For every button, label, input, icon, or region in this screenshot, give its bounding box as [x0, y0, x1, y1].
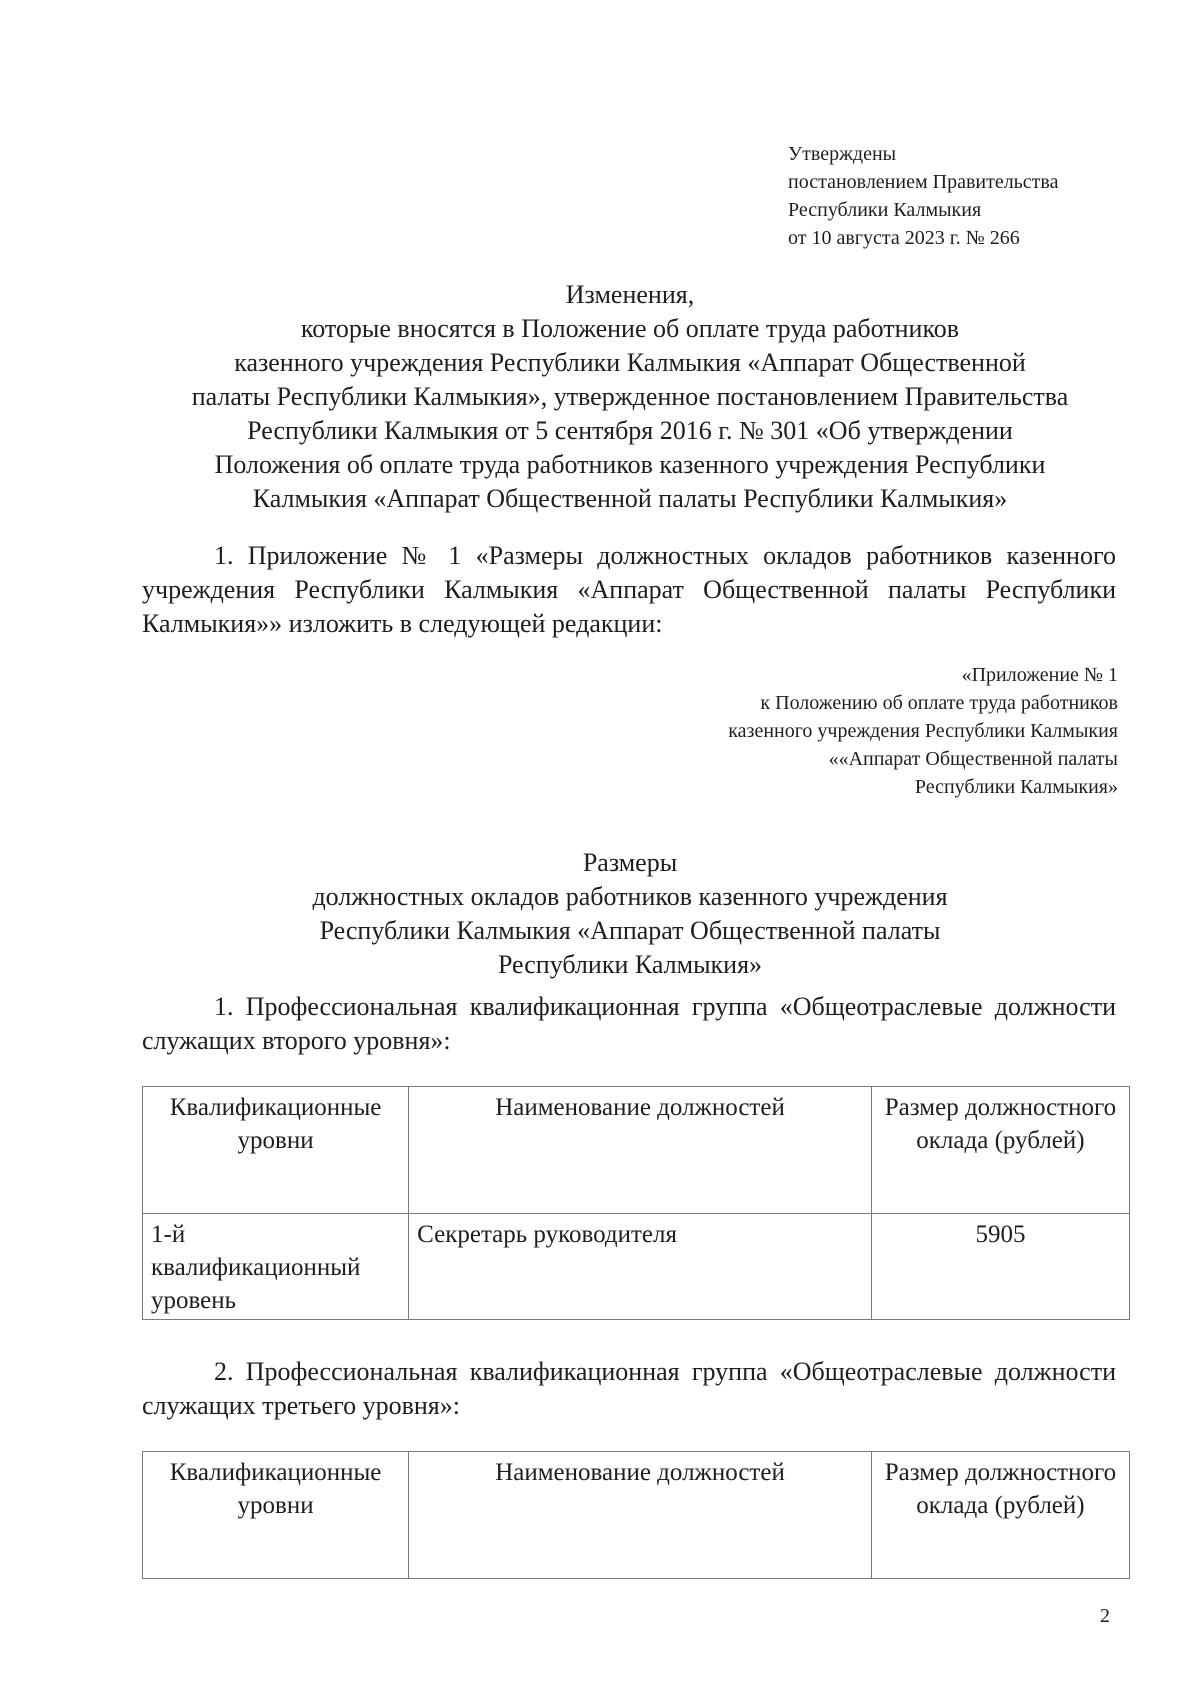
table-header-row: [143, 1087, 1130, 1214]
sizes-title-line: должностных окладов работников казенного учреждения: [312, 882, 948, 911]
annex-line: ««Аппарат Общественной палаты: [828, 748, 1118, 770]
annex-header: [728, 661, 1118, 801]
paragraph-1: 1. Приложение № 1 «Размеры должностных окладов работников казенного учреждения Республики Калмыкия «Аппарат Общественной палаты Республики Калмыкия»» изложить в следующей редакции:: [142, 541, 1116, 638]
sizes-title-line: Республики Калмыкия «Аппарат Общественной палаты: [319, 916, 941, 945]
changes-title-line: которые вносятся в Положение об оплате труда работников: [300, 314, 960, 343]
table-cell: 1-й квалификационный уровень: [143, 1214, 409, 1320]
table-header-cell: Размер должностного оклада (рублей): [871, 1087, 1129, 1214]
changes-title-line: Положения об оплате труда работников казенного учреждения Республики: [214, 450, 1046, 479]
approval-stamp: [788, 140, 1058, 252]
sizes-title: [140, 846, 1120, 982]
approval-line: Республики Калмыкия: [788, 199, 982, 221]
section-1-text: 1. Профессиональная квалификационная группа «Общеотраслевые должности служащих второго уровня»:: [142, 992, 1116, 1055]
changes-title-line: казенного учреждения Республики Калмыкия «Аппарат Общественной: [234, 348, 1026, 377]
table-header-cell: Квалификационные уровни: [143, 1087, 409, 1214]
page-number: 2: [1100, 1605, 1110, 1627]
changes-title-line: Изменения,: [565, 280, 695, 309]
annex-line: к Положению об оплате труда работников: [760, 692, 1118, 714]
section-2-text: 2. Профессиональная квалификационная группа «Общеотраслевые должности служащих третьего уровня»:: [142, 1357, 1116, 1420]
table-cell: Секретарь руководителя: [409, 1214, 872, 1320]
sizes-title-line: Размеры: [582, 848, 678, 877]
table-row: [143, 1214, 1130, 1320]
sizes-title-line: Республики Калмыкия»: [497, 950, 763, 979]
table-header-row: [143, 1452, 1130, 1579]
approval-line: постановлением Правительства: [788, 171, 1059, 193]
table-header-cell: Наименование должностей: [409, 1087, 872, 1214]
annex-line: казенного учреждения Республики Калмыкия: [728, 720, 1118, 742]
table-header-cell: Наименование должностей: [409, 1452, 872, 1579]
annex-line: Республики Калмыкия»: [914, 776, 1118, 798]
table-header-cell: Квалификационные уровни: [143, 1452, 409, 1579]
annex-line: «Приложение № 1: [961, 664, 1118, 686]
salary-table-1: [142, 1086, 1130, 1320]
salary-table-2: [142, 1451, 1130, 1579]
approval-line: от 10 августа 2023 г. № 266: [788, 227, 1020, 249]
changes-title-line: Калмыкия «Аппарат Общественной палаты Республики Калмыкия»: [252, 484, 1008, 513]
changes-title: [140, 278, 1120, 516]
table-cell: 5905: [871, 1214, 1129, 1320]
table-header-cell: Размер должностного оклада (рублей): [871, 1452, 1129, 1579]
approval-line: Утверждены: [788, 143, 897, 165]
changes-title-line: палаты Республики Калмыкия», утвержденное постановлением Правительства: [191, 382, 1069, 411]
changes-title-line: Республики Калмыкия от 5 сентября 2016 г. № 301 «Об утверждении: [247, 416, 1013, 445]
